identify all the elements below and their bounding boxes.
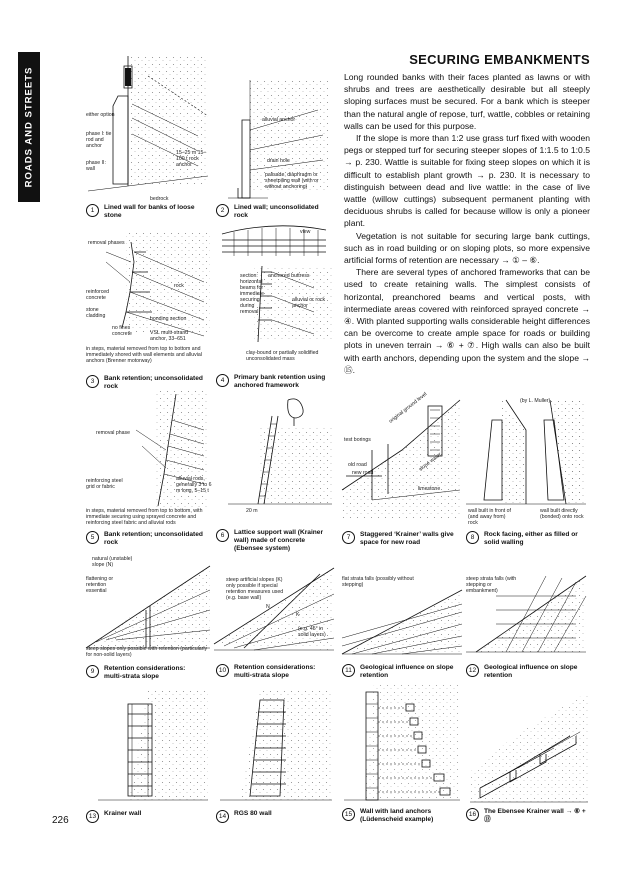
figure-6-number: 6: [216, 529, 229, 542]
figure-15-caption-text: Wall with land anchors (Lüdenscheid example): [360, 808, 434, 823]
figure-6-label-dim: 20 m: [246, 508, 258, 514]
figure-15-number: 15: [342, 808, 355, 821]
figure-3-label-concrete: reinforced concrete: [86, 289, 110, 301]
figure-7-number: 7: [342, 531, 355, 544]
figure-14-number: 14: [216, 810, 229, 823]
figure-3-label-removal: removal phases: [88, 240, 125, 246]
figure-1-caption-text: Lined wall for banks of loose stone: [104, 204, 195, 219]
body-paragraph-1: Long rounded banks with their faces planted as lawns or with shrubs and trees are aesthetically desirable but all steeply sloping surfaces must be secured. For a bank which is steeper than the natural angle of repose, turf, wattle, cobbles or retaining walls can be used for this purpose.: [344, 72, 590, 131]
figure-4-number: 4: [216, 374, 229, 387]
figure-13-caption-text: Krainer wall: [104, 810, 142, 817]
figure-16-caption: [466, 808, 590, 824]
figure-15-caption: [342, 808, 460, 824]
figure-16-caption-text: The Ebensee Krainer wall → ⑥ + ⑬: [484, 808, 586, 823]
figure-10-label-n: N: [266, 604, 270, 610]
figure-13-caption: [86, 810, 204, 823]
figure-10-label-steep: steep artificial slopes (K) only possible if special retention measures used (e.g. base wall): [226, 577, 284, 601]
figure-5-caption: [86, 531, 204, 547]
figure-2-caption: [216, 204, 334, 220]
figure-3-label-vsl: VSL multi-strand anchor, 33–651: [150, 330, 189, 342]
figure-13-number: 13: [86, 810, 99, 823]
figure-10-label-k: K: [296, 612, 300, 618]
figure-7-label-oldroad: old road: [348, 462, 367, 468]
figure-5-caption-text: Bank retention; unconsolidated rock: [104, 531, 203, 546]
figure-3-caption: [86, 375, 204, 391]
figure-2-label-anchor: alluvial anchor: [262, 117, 296, 123]
figure-11-label-flat: flat strata falls (possibly without stepping): [342, 576, 414, 588]
figure-14-caption-text: RGS 80 wall: [234, 810, 272, 817]
figure-10-number: 10: [216, 664, 229, 677]
figure-1-label-bedrock: bedrock: [150, 196, 169, 202]
figure-5-label-removal: removal phase: [96, 430, 131, 436]
figure-11-drawing: [342, 584, 462, 656]
figure-1-label-either: either option: [86, 112, 115, 118]
figure-7-label-ground: original ground level: [388, 391, 429, 425]
body-text: [344, 71, 590, 376]
figure-4-label-section: section: horizontal beams for immediate securing during removal: [240, 273, 264, 315]
figure-13-drawing: [98, 690, 208, 808]
figure-7-label-limestone: limestone: [418, 486, 441, 492]
body-paragraph-3: Vegetation is not suitable for securing large bank cuttings, such as in road building or on sloping plots, so more expensive artificial forms of retention are necessary → ① – ⑥.: [344, 230, 590, 266]
section-label: ROADS AND STREETS: [23, 66, 35, 188]
figure-7-caption: [342, 531, 460, 547]
figure-1-label-phase1: phase I: tie rod and anchor: [86, 131, 112, 149]
figure-2-label-palisade: palisade, diaphragm or sheetpiling wall (with or without anchoring): [265, 172, 319, 190]
figure-12-caption: [466, 664, 590, 680]
figure-3-caption-text: Bank retention; unconsolidated rock: [104, 375, 203, 390]
figure-1-drawing: [88, 56, 208, 196]
figure-10-caption: [216, 664, 334, 680]
figure-3-label-bonding: bonding section: [150, 316, 187, 322]
figure-7-label-borings: test borings: [344, 437, 371, 443]
figure-4-drawing: [214, 222, 334, 342]
figure-14-drawing: [220, 690, 332, 808]
figure-11-caption: [342, 664, 460, 680]
figure-2-caption-text: Lined wall; unconsolidated rock: [234, 204, 319, 219]
figure-1-label-phase2: phase II: wall: [86, 160, 106, 172]
figure-11-number: 11: [342, 664, 355, 677]
figure-14-caption: [216, 810, 334, 823]
figure-8-caption-text: Rock facing, either as filled or solid walling: [484, 531, 578, 546]
figure-5-note: in steps, material removed from top to bottom, with immediate securing using sprayed concrete and reinforcing steel fabric and alluvial rods: [86, 508, 203, 526]
figure-8-label-bonded: wall built directly (bonded) onto rock: [540, 508, 584, 520]
figure-4-label-view: view: [300, 229, 311, 235]
figure-10-caption-text: Retention considerations: multi-strata slope: [234, 664, 316, 679]
figure-7-label-water: slope water: [418, 451, 443, 473]
figure-2-number: 2: [216, 204, 229, 217]
figure-16-number: 16: [466, 808, 479, 821]
figure-6-caption-text: Lattice support wall (Krainer wall) made of concrete (Ebensee system): [234, 529, 324, 552]
figure-15-drawing: [344, 684, 460, 804]
figure-10-label-eg: (e.g. 45° in solid layers): [298, 626, 326, 638]
figure-9-drawing: [86, 560, 210, 652]
section-tab: [18, 52, 40, 202]
figure-12-caption-text: Geological influence on slope retention: [484, 664, 578, 679]
figure-8-drawing: [466, 400, 586, 510]
figure-3-label-rock: rock: [174, 283, 184, 289]
figure-3-drawing: [86, 232, 210, 342]
figure-16-drawing: [470, 692, 588, 804]
figure-3-note: in steps, material removed from top to bottom and immediately shored with wall elements and alluvial anchors (Brenner motorway): [86, 346, 202, 364]
figure-9-label-natural: natural (unstable) slope (N): [92, 556, 133, 568]
figure-9-note: steep slopes only possible with retention (particularly for non-solid layers): [86, 646, 208, 658]
figure-4-caption: [216, 374, 334, 390]
figure-2-label-drain: drain hole: [267, 158, 290, 164]
body-paragraph-4: There are several types of anchored frameworks that can be used to create retaining walls. The simplest consists of horizontal, preanchored beams and vertical posts, with intermediate areas covered with reinforced sprayed concrete → ④. With planted supporting walls considerable height differences can be overcome to create ample space for roads or building plots in uneven terrain → ⑥ + ⑦. High walls can also be built with earth anchors, depending upon the system and the slope → ⑮.: [344, 267, 590, 375]
figure-1-number: 1: [86, 204, 99, 217]
figure-5-label-grid: reinforcing steel grid or fabric: [86, 478, 123, 490]
figure-4-label-mass: clay-bound or partially solidified unconsolidated mass: [246, 350, 319, 362]
figure-7-label-newroad: new road: [352, 470, 374, 476]
figure-11-caption-text: Geological influence on slope retention: [360, 664, 454, 679]
figure-8-label-author: (by L. Muller): [520, 398, 551, 404]
figure-5-number: 5: [86, 531, 99, 544]
figure-9-label-flatten: flattening or retention essential: [86, 576, 114, 594]
figure-9-number: 9: [86, 665, 99, 678]
figure-4-label-anchor: alluvial or rock anchor: [292, 297, 326, 309]
figure-7-caption-text: Staggered ‘Krainer’ walls give space for new road: [360, 531, 454, 546]
page-title: SECURING EMBANKMENTS: [409, 52, 590, 67]
figure-3-label-cladding: stone cladding: [86, 307, 106, 319]
figure-4-caption-text: Primary bank retention using anchored framework: [234, 374, 326, 389]
figure-9-caption-text: Retention considerations: multi-strata slope: [104, 665, 186, 680]
page-number: 226: [52, 815, 69, 826]
figure-3-label-nofines: no fines concrete: [112, 325, 132, 337]
figure-6-drawing: [228, 396, 332, 516]
figure-1-caption: [86, 204, 204, 220]
figure-8-number: 8: [466, 531, 479, 544]
figure-5-label-rods: alluvial rods, generally 3 to 6 m long, 5–15 t: [176, 476, 212, 494]
figure-4-label-buttress: anchored buttress: [268, 273, 310, 279]
figure-3-number: 3: [86, 375, 99, 388]
figure-12-label-steep: steep strata falls (with stepping or embankment): [466, 576, 517, 594]
figure-8-label-front: wall built in front of (and away from) rock: [468, 508, 511, 526]
figure-1-label-anchor: 15–25 m 15–100 t rock anchor: [176, 150, 207, 168]
figure-8-caption: [466, 531, 590, 547]
figure-9-caption: [86, 665, 204, 681]
figure-6-caption: [216, 529, 334, 553]
figure-12-number: 12: [466, 664, 479, 677]
body-paragraph-2: If the slope is more than 1:2 use grass turf fixed with wooden pegs or stepped turf for securing steeper slopes of 1:1.5 to 1:0.5 → p. 230. Wattle is suitable for fixing steep slopes on which it is difficult to establish plant growth → p. 230. It is necessary to distinguish between dead and live wattle: in the case of live wattle (willow cuttings) subsequent permanent planting with deciduous shrubs is called for because willow is only a pioneer plant.: [344, 133, 590, 229]
